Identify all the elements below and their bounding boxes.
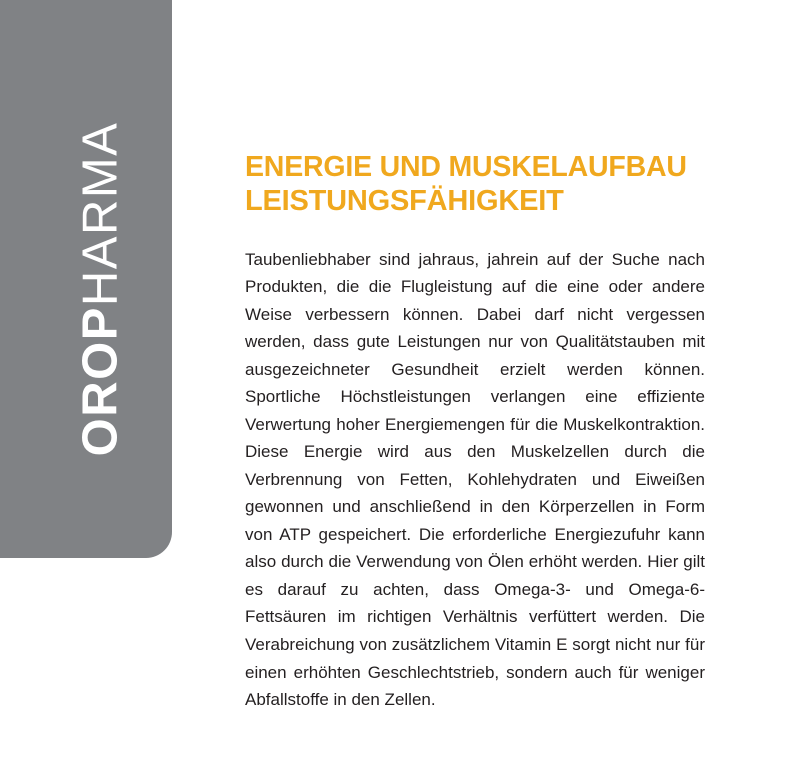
brand-wordmark bbox=[0, 0, 202, 578]
body-text bbox=[245, 246, 705, 714]
brand-wordmark-bold: OROP bbox=[73, 306, 128, 457]
brand-wordmark-text bbox=[73, 121, 128, 457]
page-title bbox=[245, 150, 705, 220]
page-title-line-1: ENERGIE UND MUSKELAUFBAU bbox=[245, 151, 687, 183]
body-paragraph: Taubenliebhaber sind jahraus, jahrein auf der Suche nach Produkten, die die Flugleistung auf die eine oder andere Weise verbessern können. Dabei darf nicht vergessen werden, dass gute Leistungen nur von Qualitätstauben mit ausgezeichneter Gesundheit erzielt werden können. Sportliche Höchstleistungen verlangen eine effiziente Verwertung hoher Energiemengen für die Muskelkontraktion. Diese Energie wird aus den Muskelzellen durch die Verbrennung von Fetten, Kohlehydraten und Eiweißen gewonnen und anschließend in den Körperzellen in Form von ATP gespeichert. Die erforderliche Energiezufuhr kann also durch die Verwendung von Ölen erhöht werden. Hier gilt es darauf zu achten, dass Omega-3- und Omega-6-Fettsäuren im richtigen Verhältnis verfüttert werden. Die Verabreichung von zusätzlichem Vitamin E sorgt nicht nur für einen erhöhten Geschlechtstrieb, sondern auch für weniger Abfallstoffe in den Zellen. bbox=[245, 249, 705, 710]
page-title-line-2: LEISTUNGSFÄHIGKEIT bbox=[245, 185, 564, 218]
content-column bbox=[245, 150, 705, 714]
brand-wordmark-light: HARMA bbox=[73, 121, 128, 307]
